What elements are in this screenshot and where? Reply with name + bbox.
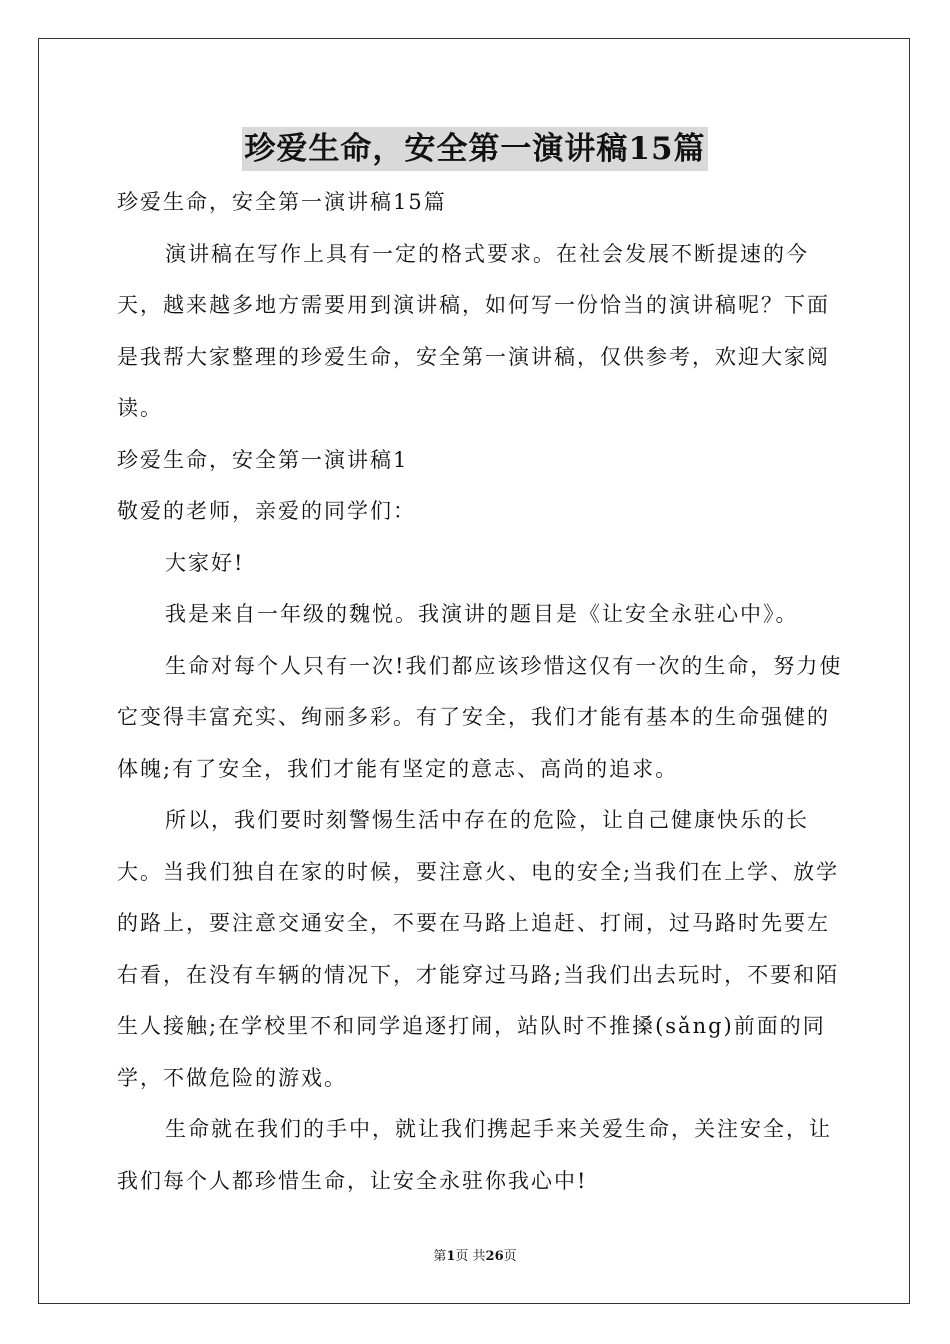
- paragraph-closing: 生命就在我们的手中，就让我们携起手来关爱生命，关注安全，让我们每个人都珍惜生命，让安全永驻你我心中!: [117, 1117, 832, 1193]
- footer-label-mid: 页 共: [455, 1249, 486, 1264]
- paragraph-body-1: 生命对每个人只有一次!我们都应该珍惜这仅有一次的生命，努力使它变得丰富充实、绚丽多彩。有了安全，我们才能有基本的生命强健的体魄;有了安全，我们才能有坚定的意志、高尚的追求。: [117, 653, 843, 781]
- paragraph-intro: 演讲稿在写作上具有一定的格式要求。在社会发展不断提速的今天，越来越多地方需要用到演讲稿，如何写一份恰当的演讲稿呢？下面是我帮大家整理的珍爱生命，安全第一演讲稿，仅供参考，欢迎大家阅读。: [117, 241, 830, 420]
- footer-label-pre: 第: [433, 1249, 447, 1264]
- footer-page-total: 26: [485, 1249, 504, 1264]
- paragraph-self-intro: 我是来自一年级的魏悦。我演讲的题目是《让安全永驻心中》。: [165, 602, 799, 626]
- paragraph-salutation: 敬爱的老师，亲爱的同学们：: [117, 499, 416, 523]
- paragraph-heading-1: 珍爱生命，安全第一演讲稿1: [117, 447, 409, 472]
- footer-page-current: 1: [446, 1249, 456, 1264]
- document-body: [117, 177, 847, 1207]
- document-title: 珍爱生命，安全第一演讲稿15篇: [242, 127, 707, 171]
- paragraph-subtitle: 珍爱生命，安全第一演讲稿15篇: [117, 190, 447, 214]
- footer-label-post: 页: [503, 1249, 517, 1264]
- paragraph-greeting: 大家好!: [165, 550, 245, 575]
- paragraph-body-2: 所以，我们要时刻警惕生活中存在的危险，让自己健康快乐的长大。当我们独自在家的时候，要注意火、电的安全;当我们在上学、放学的路上，要注意交通安全，不要在马路上追赶、打闹，过马路时先要左右看，在没有车辆的情况下，才能穿过马路;当我们出去玩时，不要和陌生人接触;在学校里不和同学追逐打闹，站队时不推搡(sǎng)前面的同学，不做危险的游戏。: [117, 808, 840, 1090]
- page-footer: [0, 1245, 950, 1264]
- title-wrap: [0, 127, 950, 171]
